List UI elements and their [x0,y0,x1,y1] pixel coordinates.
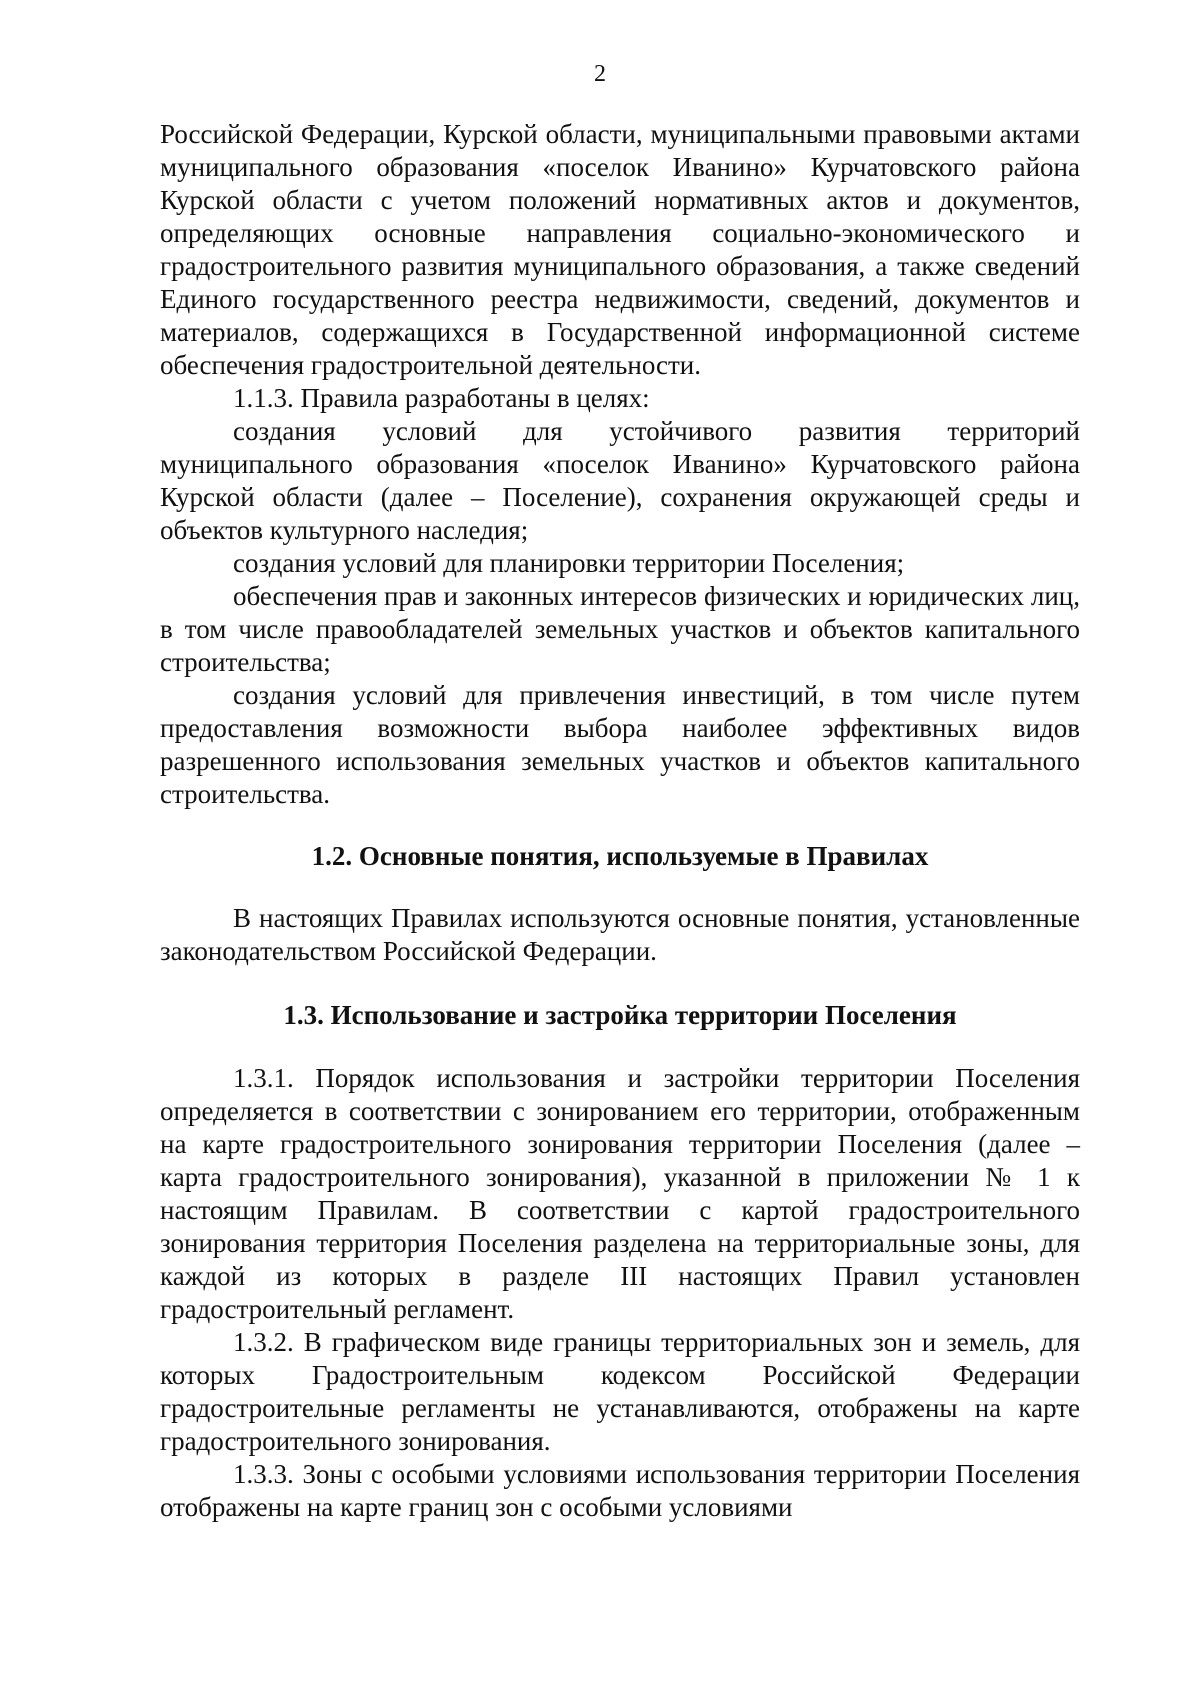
paragraph-goal-1: создания условий для устойчивого развития территорий муниципального образования «поселок Иванино» Курчатовского района Курской области (далее – Поселение), сохранения окружающей среды и объектов культурного наследия; [160,416,1080,545]
paragraph-1-2-text: В настоящих Правилах используются основные понятия, установленные законодательством Российской Федерации. [160,903,1080,966]
paragraph-goal-2: создания условий для планировки территории Поселения; [233,548,905,578]
document-body [160,118,1080,1524]
paragraph-goal-4: создания условий для привлечения инвестиций, в том числе путем предоставления возможности выбора наиболее эффективных видов разрешенного использования земельных участков и объектов капитального строительства. [160,680,1080,809]
paragraph-continuation: Российской Федерации, Курской области, муниципальными правовыми актами муниципального образования «поселок Иванино» Курчатовского района Курской области с учетом положений нормативных актов и документов, определяющих основные направления социально-экономического и градостроительного развития муниципального образования, а также сведений Единого государственного реестра недвижимости, сведений, документов и материалов, содержащихся в Государственной информационной системе обеспечения градостроительной деятельности. [160,119,1080,380]
section-heading-1-2: 1.2. Основные понятия, используемые в Правилах [311,841,929,871]
paragraph-1-1-3: 1.1.3. Правила разработаны в целях: [233,383,650,413]
paragraph-1-3-3: 1.3.3. Зоны с особыми условиями использования территории Поселения отображены на карте границ зон с особыми условиями [160,1459,1080,1522]
paragraph-goal-3: обеспечения прав и законных интересов физических и юридических лиц, в том числе правообладателей земельных участков и объектов капитального строительства; [160,581,1080,677]
paragraph-1-3-2: 1.3.2. В графическом виде границы территориальных зон и земель, для которых Градостроительным кодексом Российской Федерации градостроительные регламенты не устанавливаются, отображены на карте градостроительного зонирования. [160,1327,1080,1456]
page-number: 2 [594,61,606,87]
paragraph-1-3-1: 1.3.1. Порядок использования и застройки территории Поселения определяется в соответствии с зонированием его территории, отображенным на карте градостроительного зонирования территории Поселения (далее – карта градостроительного зонирования), указанной в приложении № 1 к настоящим Правилам. В соответствии с картой градостроительного зонирования территория Поселения разделена на территориальные зоны, для каждой из которых в разделе III настоящих Правил установлен градостроительный регламент. [160,1063,1080,1324]
section-heading-1-3: 1.3. Использование и застройка территории Поселения [283,1000,957,1030]
